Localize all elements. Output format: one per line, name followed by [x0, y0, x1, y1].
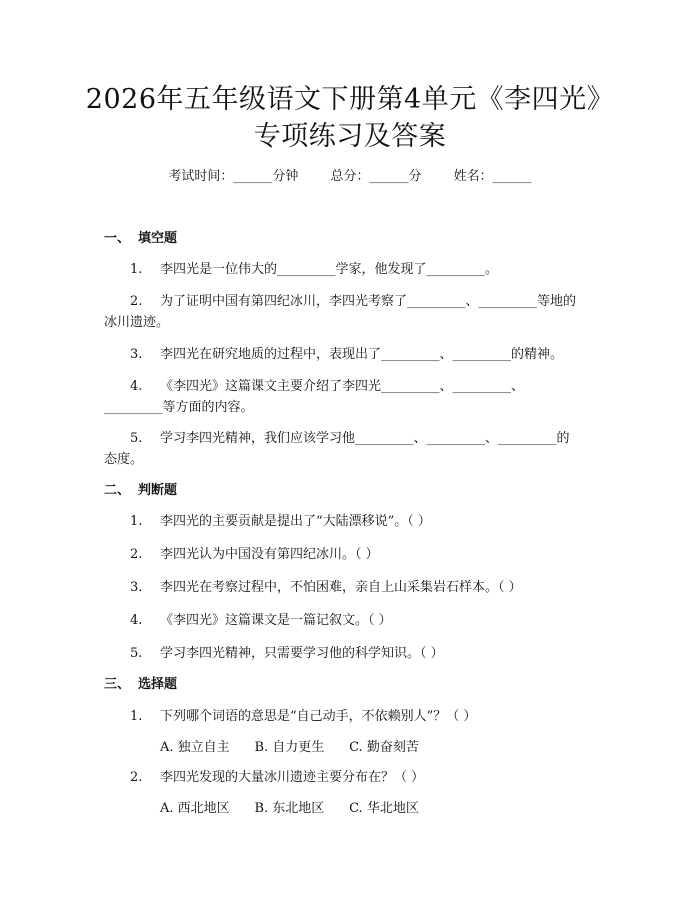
- question-number: 5.: [130, 646, 143, 661]
- choice-question: [104, 767, 600, 788]
- section-number: 二、: [104, 483, 131, 498]
- question-number: 1.: [130, 262, 143, 277]
- fill-question: [104, 344, 600, 365]
- question-number: 2.: [130, 294, 143, 309]
- fill-question: [104, 291, 600, 333]
- fill-question: [104, 428, 600, 470]
- question-text: 李四光认为中国没有第四纪冰川。（ ）: [160, 547, 379, 562]
- option-c: C. 华北地区: [349, 801, 419, 816]
- question-text: 为了证明中国有第四纪冰川，李四光考察了_________、_________等地的: [160, 294, 577, 309]
- section-heading-judge: [104, 481, 177, 501]
- exam-meta: [0, 167, 700, 187]
- section-title: 判断题: [138, 483, 178, 498]
- option-a: A. 独立自主: [160, 740, 230, 755]
- fill-question: [104, 259, 600, 280]
- section-number: 一、: [104, 231, 131, 246]
- section-title: 选择题: [138, 677, 178, 692]
- total-score-field: 总分：______分: [330, 169, 422, 184]
- judge-question: [104, 610, 600, 631]
- page-subtitle: 专项练习及答案: [253, 121, 447, 152]
- question-text-continued: 冰川遗迹。: [104, 315, 170, 330]
- question-number: 3.: [130, 580, 143, 595]
- option-a: A. 西北地区: [160, 801, 230, 816]
- question-text: 下列哪个词语的意思是“自己动手，不依赖别人”？（ ）: [160, 709, 477, 724]
- question-number: 2.: [130, 547, 143, 562]
- question-number: 1.: [130, 709, 143, 724]
- section-heading-choice: [104, 675, 177, 695]
- question-number: 3.: [130, 347, 143, 362]
- question-text: 学习李四光精神，我们应该学习他_________、_________、_________的: [160, 431, 570, 446]
- exam-time-field: 考试时间：______分钟: [168, 169, 299, 184]
- choice-options: [160, 738, 419, 758]
- name-field: 姓名：______: [453, 169, 532, 184]
- question-text: 李四光在考察过程中，不怕困难，亲自上山采集岩石样本。（ ）: [160, 580, 522, 595]
- question-number: 4.: [130, 613, 143, 628]
- judge-question: [104, 643, 600, 664]
- question-text: 《李四光》这篇课文是一篇记叙文。（ ）: [160, 613, 392, 628]
- question-text-continued: 态度。: [104, 452, 144, 467]
- question-text: 《李四光》这篇课文主要介绍了李四光_________、_________、: [160, 379, 525, 394]
- section-title: 填空题: [138, 231, 178, 246]
- page-title: 2026年五年级语文下册第4单元《李四光》: [85, 84, 615, 115]
- section-heading-fill: [104, 229, 177, 249]
- question-number: 1.: [130, 514, 143, 529]
- choice-question: [104, 706, 600, 727]
- judge-question: [104, 544, 600, 565]
- question-number: 2.: [130, 770, 143, 785]
- option-b: B. 自力更生: [254, 740, 325, 755]
- fill-question: [104, 376, 600, 418]
- section-number: 三、: [104, 677, 131, 692]
- question-text: 李四光发现的大量冰川遗迹主要分布在？（ ）: [160, 770, 425, 785]
- option-c: C. 勤奋刻苦: [349, 740, 419, 755]
- question-text: 学习李四光精神，只需要学习他的科学知识。（ ）: [160, 646, 444, 661]
- question-number: 4.: [130, 379, 143, 394]
- choice-options: [160, 799, 419, 819]
- question-text: 李四光是一位伟大的_________学家，他发现了_________。: [160, 262, 499, 277]
- question-number: 5.: [130, 431, 143, 446]
- option-b: B. 东北地区: [254, 801, 325, 816]
- question-text: 李四光的主要贡献是提出了“大陆漂移说”。（ ）: [160, 514, 431, 529]
- question-text: 李四光在研究地质的过程中，表现出了_________、_________的精神。: [160, 347, 564, 362]
- question-text-continued: _________等方面的内容。: [104, 400, 254, 415]
- judge-question: [104, 577, 600, 598]
- judge-question: [104, 511, 600, 532]
